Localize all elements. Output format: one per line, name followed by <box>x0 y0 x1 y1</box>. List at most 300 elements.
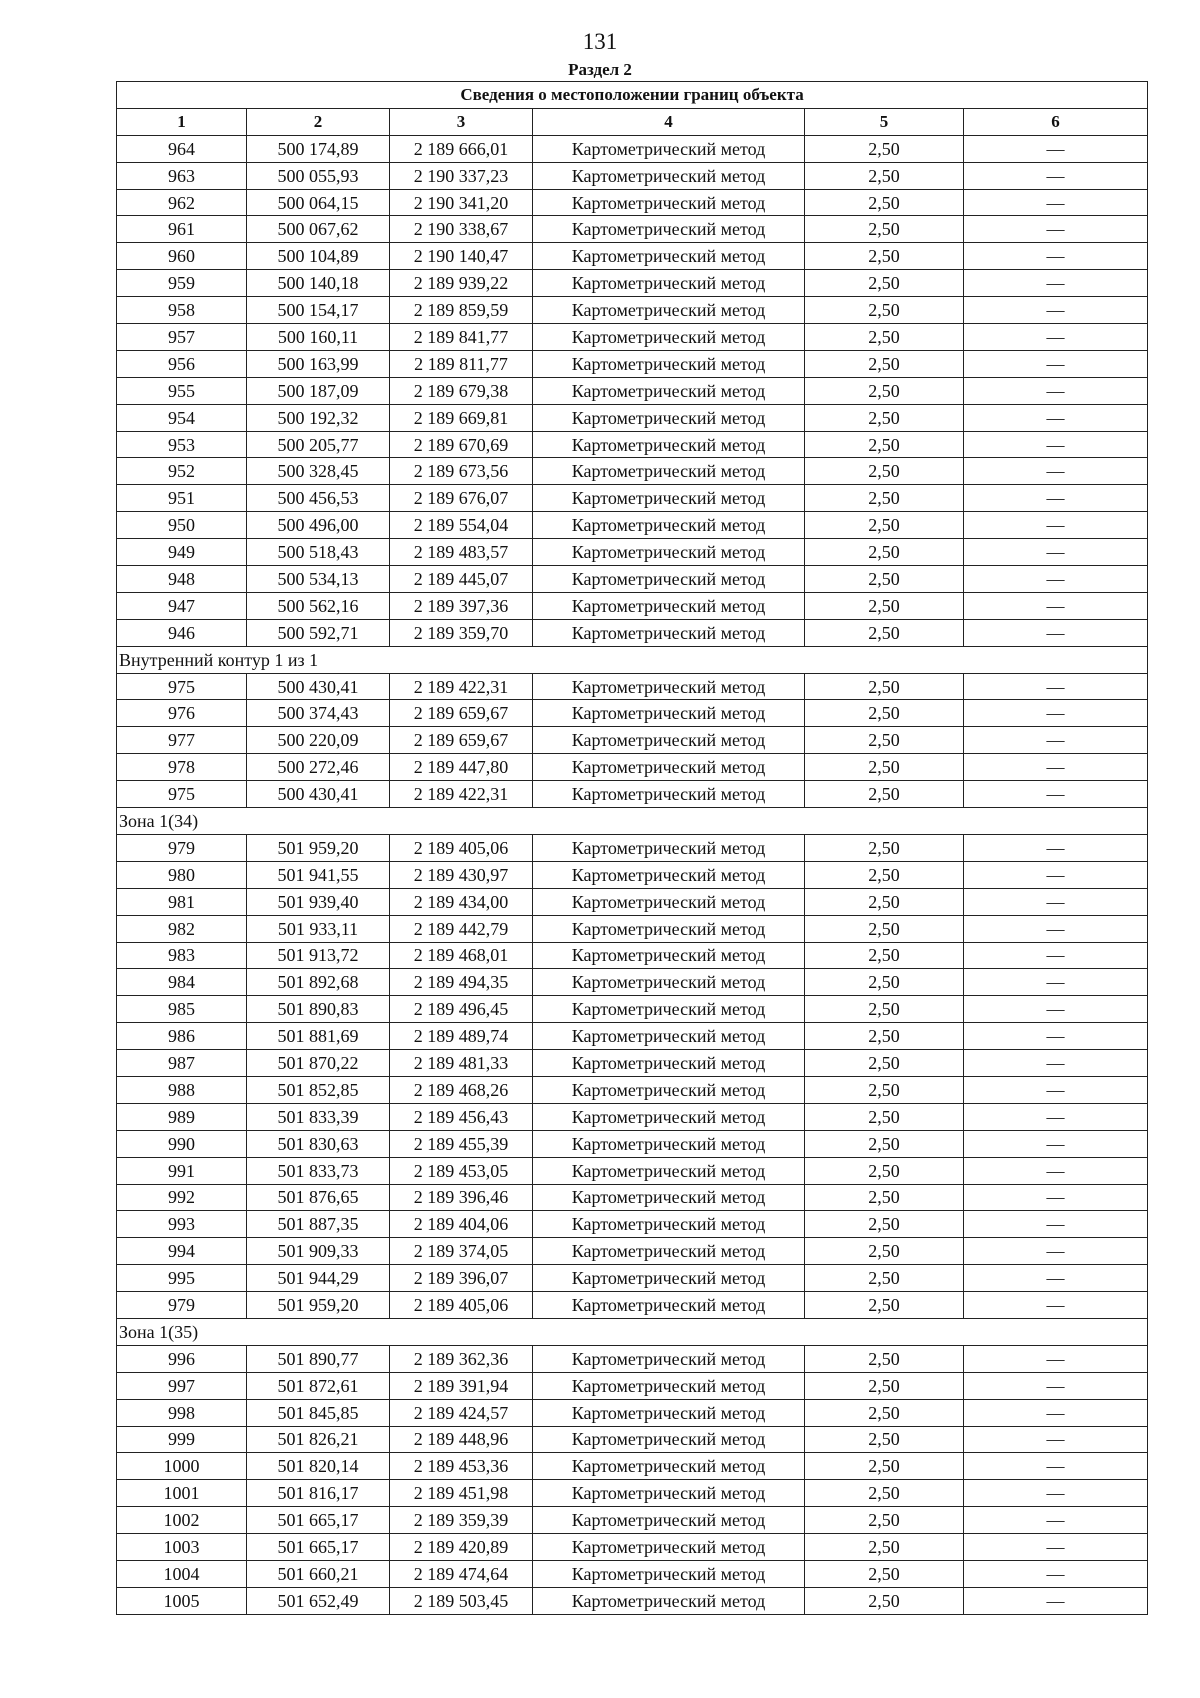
table-row <box>117 485 1148 512</box>
table-cell: 953 <box>117 431 247 458</box>
table-cell: — <box>964 1480 1148 1507</box>
table-body <box>117 135 1148 1614</box>
table-cell: — <box>964 566 1148 593</box>
table-row <box>117 216 1148 243</box>
table-cell: 2 189 673,56 <box>390 458 533 485</box>
table-row <box>117 1130 1148 1157</box>
table-cell: 501 665,17 <box>247 1507 390 1534</box>
table-cell: 985 <box>117 996 247 1023</box>
table-cell: 1000 <box>117 1453 247 1480</box>
table-row <box>117 754 1148 781</box>
table-cell: — <box>964 1050 1148 1077</box>
table-cell: Картометрический метод <box>533 781 805 808</box>
table-cell: 500 430,41 <box>247 673 390 700</box>
table-cell: — <box>964 1265 1148 1292</box>
table-cell: — <box>964 216 1148 243</box>
table-cell: 500 592,71 <box>247 619 390 646</box>
table-cell: 2 189 554,04 <box>390 512 533 539</box>
table-cell: 2,50 <box>805 754 964 781</box>
table-row <box>117 404 1148 431</box>
table-cell: 501 845,85 <box>247 1399 390 1426</box>
table-row <box>117 162 1148 189</box>
table-cell: 979 <box>117 1292 247 1319</box>
table-cell: 2,50 <box>805 1426 964 1453</box>
table-cell: 2,50 <box>805 673 964 700</box>
table-cell: 962 <box>117 189 247 216</box>
table-cell: 2 189 494,35 <box>390 969 533 996</box>
table-row <box>117 1587 1148 1614</box>
table-cell: 2,50 <box>805 377 964 404</box>
table-cell: 2 189 659,67 <box>390 700 533 727</box>
table-cell: 2,50 <box>805 1399 964 1426</box>
table-cell: 964 <box>117 135 247 162</box>
table-cell: 2,50 <box>805 1265 964 1292</box>
table-cell: Картометрический метод <box>533 135 805 162</box>
table-cell: — <box>964 1292 1148 1319</box>
table-cell: 2 189 453,05 <box>390 1157 533 1184</box>
table-cell: — <box>964 1587 1148 1614</box>
table-cell: 2,50 <box>805 834 964 861</box>
table-cell: — <box>964 1560 1148 1587</box>
table-cell: Картометрический метод <box>533 1265 805 1292</box>
table-cell: 501 887,35 <box>247 1211 390 1238</box>
table-caption-row <box>117 82 1148 109</box>
table-cell: 984 <box>117 969 247 996</box>
table-cell: 2,50 <box>805 781 964 808</box>
table-cell: — <box>964 754 1148 781</box>
table-cell: Картометрический метод <box>533 270 805 297</box>
table-cell: — <box>964 1426 1148 1453</box>
table-cell: 500 456,53 <box>247 485 390 512</box>
table-cell: 2 189 483,57 <box>390 539 533 566</box>
table-cell: 990 <box>117 1130 247 1157</box>
table-cell: 2 189 496,45 <box>390 996 533 1023</box>
table-cell: 982 <box>117 915 247 942</box>
table-cell: — <box>964 350 1148 377</box>
table-cell: 952 <box>117 458 247 485</box>
table-row <box>117 969 1148 996</box>
table-cell: 976 <box>117 700 247 727</box>
table-cell: 2,50 <box>805 512 964 539</box>
table-cell: 997 <box>117 1372 247 1399</box>
table-cell: — <box>964 404 1148 431</box>
table-cell: 1004 <box>117 1560 247 1587</box>
table-cell: 2,50 <box>805 592 964 619</box>
table-cell: 2 189 362,36 <box>390 1345 533 1372</box>
table-cell: 2 189 397,36 <box>390 592 533 619</box>
table-cell: 2 189 859,59 <box>390 297 533 324</box>
table-cell: 975 <box>117 673 247 700</box>
table-row <box>117 135 1148 162</box>
table-cell: 986 <box>117 1023 247 1050</box>
table-cell: 2 189 424,57 <box>390 1399 533 1426</box>
section-row <box>117 808 1148 835</box>
table-cell: 2,50 <box>805 566 964 593</box>
table-cell: 2 189 396,07 <box>390 1265 533 1292</box>
table-cell: 2,50 <box>805 1050 964 1077</box>
table-cell: 1005 <box>117 1587 247 1614</box>
table-cell: — <box>964 1130 1148 1157</box>
table-cell: 2,50 <box>805 619 964 646</box>
table-cell: 2,50 <box>805 135 964 162</box>
table-cell: 2 189 442,79 <box>390 915 533 942</box>
table-cell: 2 189 503,45 <box>390 1587 533 1614</box>
table-cell: 996 <box>117 1345 247 1372</box>
column-header: 2 <box>247 108 390 135</box>
table-cell: — <box>964 1399 1148 1426</box>
table-cell: 2,50 <box>805 1507 964 1534</box>
table-row <box>117 1345 1148 1372</box>
table-cell: 2 189 391,94 <box>390 1372 533 1399</box>
table-cell: — <box>964 297 1148 324</box>
table-cell: Картометрический метод <box>533 431 805 458</box>
table-cell: 501 852,85 <box>247 1076 390 1103</box>
table-cell: Картометрический метод <box>533 1560 805 1587</box>
table-cell: 963 <box>117 162 247 189</box>
table-cell: 500 174,89 <box>247 135 390 162</box>
table-cell: 501 816,17 <box>247 1480 390 1507</box>
table-cell: Картометрический метод <box>533 727 805 754</box>
table-row <box>117 619 1148 646</box>
table-cell: Картометрический метод <box>533 1184 805 1211</box>
table-cell: 2,50 <box>805 1453 964 1480</box>
table-cell: — <box>964 458 1148 485</box>
table-cell: 2,50 <box>805 1211 964 1238</box>
table-cell: — <box>964 834 1148 861</box>
table-cell: 2 190 338,67 <box>390 216 533 243</box>
table-cell: Картометрический метод <box>533 592 805 619</box>
table-cell: 998 <box>117 1399 247 1426</box>
table-cell: 2 189 404,06 <box>390 1211 533 1238</box>
table-cell: — <box>964 324 1148 351</box>
column-header: 1 <box>117 108 247 135</box>
table-cell: Картометрический метод <box>533 1238 805 1265</box>
table-cell: 2 190 341,20 <box>390 189 533 216</box>
table-cell: Картометрический метод <box>533 539 805 566</box>
table-cell: — <box>964 1023 1148 1050</box>
table-row <box>117 1507 1148 1534</box>
table-cell: 2,50 <box>805 1130 964 1157</box>
table-cell: — <box>964 969 1148 996</box>
section-row <box>117 1318 1148 1345</box>
table-cell: 2,50 <box>805 915 964 942</box>
table-cell: Картометрический метод <box>533 350 805 377</box>
table-cell: Картометрический метод <box>533 1372 805 1399</box>
table-cell: 500 163,99 <box>247 350 390 377</box>
table-row <box>117 1103 1148 1130</box>
table-cell: 2 189 468,01 <box>390 942 533 969</box>
table-cell: 2,50 <box>805 1292 964 1319</box>
table-cell: 500 518,43 <box>247 539 390 566</box>
table-cell: 995 <box>117 1265 247 1292</box>
table-row <box>117 566 1148 593</box>
table-cell: 2,50 <box>805 485 964 512</box>
table-cell: 956 <box>117 350 247 377</box>
table-cell: Картометрический метод <box>533 1345 805 1372</box>
table-row <box>117 861 1148 888</box>
table-cell: 500 187,09 <box>247 377 390 404</box>
table-row <box>117 1560 1148 1587</box>
table-cell: 501 870,22 <box>247 1050 390 1077</box>
table-cell: Картометрический метод <box>533 1076 805 1103</box>
table-cell: 2,50 <box>805 727 964 754</box>
table-cell: — <box>964 619 1148 646</box>
table-cell: 500 055,93 <box>247 162 390 189</box>
table-cell: 2 189 405,06 <box>390 1292 533 1319</box>
table-cell: Картометрический метод <box>533 566 805 593</box>
table-cell: 949 <box>117 539 247 566</box>
table-row <box>117 834 1148 861</box>
table-cell: 989 <box>117 1103 247 1130</box>
table-cell: 500 160,11 <box>247 324 390 351</box>
table-cell: 994 <box>117 1238 247 1265</box>
table-row <box>117 350 1148 377</box>
table-cell: Картометрический метод <box>533 673 805 700</box>
table-cell: 987 <box>117 1050 247 1077</box>
table-cell: 2 190 140,47 <box>390 243 533 270</box>
table-row <box>117 1480 1148 1507</box>
table-row <box>117 996 1148 1023</box>
table-cell: 1002 <box>117 1507 247 1534</box>
table-head <box>117 82 1148 136</box>
table-cell: 501 876,65 <box>247 1184 390 1211</box>
table-cell: 500 192,32 <box>247 404 390 431</box>
table-cell: 960 <box>117 243 247 270</box>
table-cell: 501 939,40 <box>247 888 390 915</box>
table-row <box>117 592 1148 619</box>
table-cell: 500 220,09 <box>247 727 390 754</box>
table-cell: Картометрический метод <box>533 324 805 351</box>
table-cell: 500 534,13 <box>247 566 390 593</box>
table-cell: 2,50 <box>805 1372 964 1399</box>
table-cell: 501 872,61 <box>247 1372 390 1399</box>
table-row <box>117 1372 1148 1399</box>
table-row <box>117 243 1148 270</box>
table-cell: 948 <box>117 566 247 593</box>
table-cell: 2,50 <box>805 1587 964 1614</box>
table-cell: Картометрический метод <box>533 888 805 915</box>
table-cell: 2 189 434,00 <box>390 888 533 915</box>
table-cell: 500 140,18 <box>247 270 390 297</box>
table-cell: 501 830,63 <box>247 1130 390 1157</box>
table-cell: — <box>964 243 1148 270</box>
table-cell: 1001 <box>117 1480 247 1507</box>
table-cell: — <box>964 485 1148 512</box>
table-cell: 500 154,17 <box>247 297 390 324</box>
table-cell: 501 820,14 <box>247 1453 390 1480</box>
table-cell: 954 <box>117 404 247 431</box>
table-cell: — <box>964 1507 1148 1534</box>
table-cell: 957 <box>117 324 247 351</box>
column-header: 3 <box>390 108 533 135</box>
table-cell: — <box>964 700 1148 727</box>
table-cell: 2,50 <box>805 969 964 996</box>
table-cell: Картометрический метод <box>533 485 805 512</box>
table-cell: Картометрический метод <box>533 1292 805 1319</box>
table-cell: 2 189 422,31 <box>390 781 533 808</box>
table-cell: — <box>964 861 1148 888</box>
table-cell: 961 <box>117 216 247 243</box>
table-cell: — <box>964 888 1148 915</box>
table-cell: 2,50 <box>805 404 964 431</box>
table-cell: 2 189 374,05 <box>390 1238 533 1265</box>
table-cell: 2 189 430,97 <box>390 861 533 888</box>
table-cell: Картометрический метод <box>533 216 805 243</box>
table-cell: Картометрический метод <box>533 942 805 969</box>
table-cell: 959 <box>117 270 247 297</box>
table-cell: Картометрический метод <box>533 377 805 404</box>
table-cell: Картометрический метод <box>533 458 805 485</box>
table-cell: — <box>964 1453 1148 1480</box>
table-caption: Сведения о местоположении границ объекта <box>117 82 1148 109</box>
table-cell: 975 <box>117 781 247 808</box>
table-row <box>117 700 1148 727</box>
table-cell: 983 <box>117 942 247 969</box>
coordinates-table <box>116 81 1148 1615</box>
table-cell: 2 189 448,96 <box>390 1426 533 1453</box>
table-row <box>117 1076 1148 1103</box>
table-row <box>117 1534 1148 1561</box>
table-cell: Картометрический метод <box>533 1211 805 1238</box>
section-row <box>117 646 1148 673</box>
table-cell: Картометрический метод <box>533 162 805 189</box>
table-cell: 2,50 <box>805 1076 964 1103</box>
table-cell: Картометрический метод <box>533 969 805 996</box>
table-cell: 947 <box>117 592 247 619</box>
table-cell: 2 189 396,46 <box>390 1184 533 1211</box>
table-row <box>117 539 1148 566</box>
table-cell: 500 496,00 <box>247 512 390 539</box>
table-cell: — <box>964 1345 1148 1372</box>
table-cell: 2 189 811,77 <box>390 350 533 377</box>
table-cell: 2,50 <box>805 1560 964 1587</box>
table-row <box>117 458 1148 485</box>
table-row <box>117 727 1148 754</box>
table-cell: Картометрический метод <box>533 754 805 781</box>
table-row <box>117 781 1148 808</box>
table-cell: Картометрический метод <box>533 1426 805 1453</box>
table-cell: 2,50 <box>805 1238 964 1265</box>
table-cell: 2,50 <box>805 1023 964 1050</box>
table-cell: 2 189 422,31 <box>390 673 533 700</box>
table-cell: 1003 <box>117 1534 247 1561</box>
table-row <box>117 377 1148 404</box>
table-row <box>117 324 1148 351</box>
table-cell: 977 <box>117 727 247 754</box>
table-cell: 2,50 <box>805 350 964 377</box>
table-cell: 2 189 420,89 <box>390 1534 533 1561</box>
table-cell: Картометрический метод <box>533 834 805 861</box>
table-cell: 501 652,49 <box>247 1587 390 1614</box>
table-cell: Картометрический метод <box>533 619 805 646</box>
table-cell: 951 <box>117 485 247 512</box>
table-cell: 500 272,46 <box>247 754 390 781</box>
table-row <box>117 1265 1148 1292</box>
table-row <box>117 270 1148 297</box>
table-row <box>117 888 1148 915</box>
table-row <box>117 942 1148 969</box>
table-cell: — <box>964 539 1148 566</box>
table-cell: 501 892,68 <box>247 969 390 996</box>
table-cell: — <box>964 431 1148 458</box>
table-cell: 2 189 666,01 <box>390 135 533 162</box>
table-cell: 2,50 <box>805 431 964 458</box>
table-cell: 993 <box>117 1211 247 1238</box>
table-cell: Картометрический метод <box>533 1399 805 1426</box>
table-cell: 501 933,11 <box>247 915 390 942</box>
table-cell: 2,50 <box>805 861 964 888</box>
table-row <box>117 1453 1148 1480</box>
table-cell: 2,50 <box>805 1345 964 1372</box>
table-cell: 2 189 447,80 <box>390 754 533 781</box>
table-cell: — <box>964 1534 1148 1561</box>
table-cell: 2,50 <box>805 1480 964 1507</box>
table-cell: 501 665,17 <box>247 1534 390 1561</box>
table-cell: 500 067,62 <box>247 216 390 243</box>
table-cell: 500 064,15 <box>247 189 390 216</box>
section-label: Внутренний контур 1 из 1 <box>117 646 1148 673</box>
table-cell: — <box>964 1157 1148 1184</box>
table-cell: 2 189 489,74 <box>390 1023 533 1050</box>
table-cell: 950 <box>117 512 247 539</box>
table-cell: 2,50 <box>805 270 964 297</box>
table-row <box>117 1426 1148 1453</box>
table-cell: — <box>964 727 1148 754</box>
table-cell: 988 <box>117 1076 247 1103</box>
table-cell: 955 <box>117 377 247 404</box>
table-cell: Картометрический метод <box>533 189 805 216</box>
table-row <box>117 512 1148 539</box>
table-cell: 2 189 669,81 <box>390 404 533 431</box>
table-cell: 2 189 359,39 <box>390 1507 533 1534</box>
table-row <box>117 1238 1148 1265</box>
table-cell: Картометрический метод <box>533 1103 805 1130</box>
table-row <box>117 1184 1148 1211</box>
table-row <box>117 673 1148 700</box>
table-row <box>117 1399 1148 1426</box>
table-cell: 2,50 <box>805 1534 964 1561</box>
table-cell: 2,50 <box>805 297 964 324</box>
table-cell: 2 189 359,70 <box>390 619 533 646</box>
table-cell: — <box>964 377 1148 404</box>
table-row <box>117 915 1148 942</box>
table-cell: 991 <box>117 1157 247 1184</box>
table-cell: 2,50 <box>805 458 964 485</box>
section-label: Зона 1(34) <box>117 808 1148 835</box>
table-cell: 2,50 <box>805 1184 964 1211</box>
table-cell: 2 189 481,33 <box>390 1050 533 1077</box>
table-cell: 2 189 445,07 <box>390 566 533 593</box>
table-cell: — <box>964 1103 1148 1130</box>
column-header: 4 <box>533 108 805 135</box>
table-cell: Картометрический метод <box>533 297 805 324</box>
table-cell: Картометрический метод <box>533 1453 805 1480</box>
table-cell: 500 328,45 <box>247 458 390 485</box>
table-cell: — <box>964 592 1148 619</box>
table-cell: 501 941,55 <box>247 861 390 888</box>
table-cell: 2 189 451,98 <box>390 1480 533 1507</box>
table-cell: 2,50 <box>805 189 964 216</box>
table-cell: — <box>964 942 1148 969</box>
table-cell: 999 <box>117 1426 247 1453</box>
table-cell: 501 959,20 <box>247 1292 390 1319</box>
table-cell: 2 189 939,22 <box>390 270 533 297</box>
table-cell: 500 104,89 <box>247 243 390 270</box>
table-cell: 500 430,41 <box>247 781 390 808</box>
table-cell: 501 660,21 <box>247 1560 390 1587</box>
table-cell: — <box>964 162 1148 189</box>
table-cell: 2 189 670,69 <box>390 431 533 458</box>
